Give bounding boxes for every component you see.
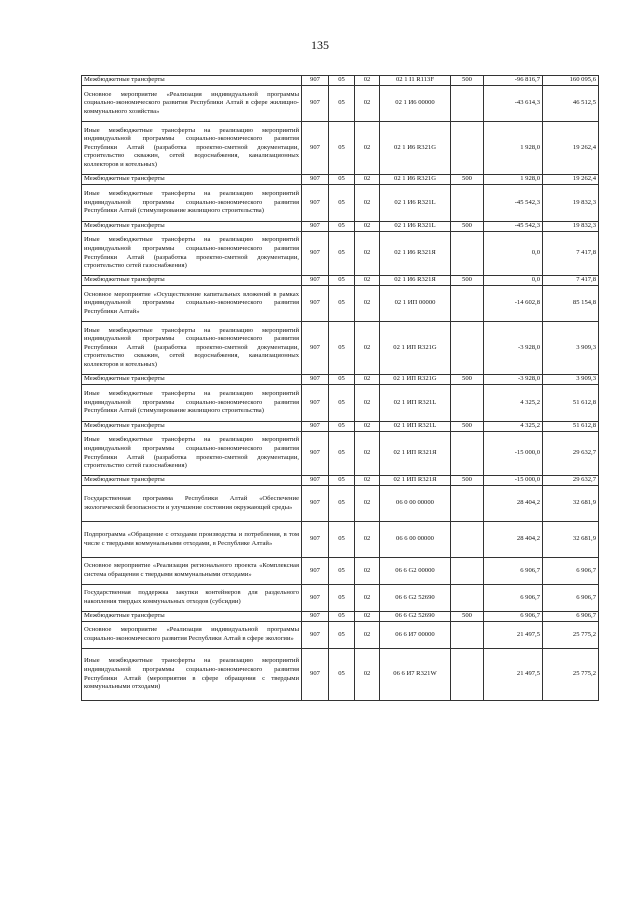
row-name: Межбюджетные трансферты xyxy=(82,476,302,486)
table-row xyxy=(82,86,599,122)
ministry-code: 907 xyxy=(302,622,329,649)
subsection-code: 02 xyxy=(355,276,380,286)
ministry-code: 907 xyxy=(302,286,329,322)
amount-change: -15 000,0 xyxy=(484,432,543,476)
ministry-code: 907 xyxy=(302,486,329,522)
ministry-code: 907 xyxy=(302,122,329,175)
table-row xyxy=(82,286,599,322)
expense-type-code xyxy=(451,322,484,375)
section-code: 05 xyxy=(329,432,355,476)
amount-total: 160 095,6 xyxy=(543,76,599,86)
row-name: Государственная программа Республики Алтай «Обеспечение экологической безопасности и улучшение состояния окружающей среды» xyxy=(82,486,302,522)
ministry-code: 907 xyxy=(302,232,329,276)
amount-total: 29 632,7 xyxy=(543,476,599,486)
row-name: Основное мероприятие «Реализация регионального проекта «Комплексная система обращения с твердыми коммунальными отходами» xyxy=(82,558,302,585)
table-row xyxy=(82,522,599,558)
amount-total: 51 612,8 xyxy=(543,422,599,432)
ministry-code: 907 xyxy=(302,558,329,585)
ministry-code: 907 xyxy=(302,432,329,476)
table-row xyxy=(82,375,599,385)
row-name: Межбюджетные трансферты xyxy=(82,276,302,286)
subsection-code: 02 xyxy=(355,122,380,175)
row-name: Основное мероприятие «Реализация индивидуальной программы социально-экономического развития Республики Алтай в сфере экологии» xyxy=(82,622,302,649)
subsection-code: 02 xyxy=(355,486,380,522)
expense-type-code xyxy=(451,558,484,585)
target-article-code: 02 1 ИП R321Я xyxy=(380,476,451,486)
expense-type-code xyxy=(451,432,484,476)
table-row xyxy=(82,432,599,476)
subsection-code: 02 xyxy=(355,175,380,185)
section-code: 05 xyxy=(329,276,355,286)
table-row xyxy=(82,232,599,276)
section-code: 05 xyxy=(329,649,355,701)
amount-change: 4 325,2 xyxy=(484,385,543,422)
section-code: 05 xyxy=(329,486,355,522)
budget-table xyxy=(81,75,599,701)
subsection-code: 02 xyxy=(355,185,380,222)
target-article-code: 02 1 И6 R321G xyxy=(380,122,451,175)
subsection-code: 02 xyxy=(355,558,380,585)
amount-change: -45 542,3 xyxy=(484,222,543,232)
row-name: Иные межбюджетные трансферты на реализацию мероприятий индивидуальной программы социально-экономического развития Республики Алтай (разработка проектно-сметной документации, строительство скважин, сетей водоснабжения, канализационных коллекторов и котельных) xyxy=(82,322,302,375)
table-row xyxy=(82,422,599,432)
amount-total: 25 775,2 xyxy=(543,622,599,649)
expense-type-code: 500 xyxy=(451,222,484,232)
amount-change: 6 906,7 xyxy=(484,558,543,585)
section-code: 05 xyxy=(329,522,355,558)
amount-total: 51 612,8 xyxy=(543,385,599,422)
subsection-code: 02 xyxy=(355,649,380,701)
expense-type-code: 500 xyxy=(451,422,484,432)
subsection-code: 02 xyxy=(355,476,380,486)
page-number: 135 xyxy=(311,38,329,52)
amount-change: -14 602,8 xyxy=(484,286,543,322)
section-code: 05 xyxy=(329,86,355,122)
amount-total: 46 512,5 xyxy=(543,86,599,122)
section-code: 05 xyxy=(329,222,355,232)
ministry-code: 907 xyxy=(302,612,329,622)
amount-total: 6 906,7 xyxy=(543,558,599,585)
target-article-code: 02 1 ИП R321L xyxy=(380,385,451,422)
expense-type-code xyxy=(451,486,484,522)
subsection-code: 02 xyxy=(355,522,380,558)
subsection-code: 02 xyxy=(355,286,380,322)
expense-type-code xyxy=(451,585,484,612)
subsection-code: 02 xyxy=(355,612,380,622)
section-code: 05 xyxy=(329,612,355,622)
table-row xyxy=(82,622,599,649)
ministry-code: 907 xyxy=(302,175,329,185)
expense-type-code xyxy=(451,232,484,276)
expense-type-code: 500 xyxy=(451,76,484,86)
amount-total: 19 832,3 xyxy=(543,222,599,232)
amount-change: 4 325,2 xyxy=(484,422,543,432)
table-row xyxy=(82,276,599,286)
target-article-code: 02 1 И6 R321G xyxy=(380,175,451,185)
amount-total: 85 154,8 xyxy=(543,286,599,322)
subsection-code: 02 xyxy=(355,322,380,375)
section-code: 05 xyxy=(329,622,355,649)
section-code: 05 xyxy=(329,375,355,385)
amount-change: 28 404,2 xyxy=(484,486,543,522)
expense-type-code xyxy=(451,649,484,701)
subsection-code: 02 xyxy=(355,222,380,232)
subsection-code: 02 xyxy=(355,86,380,122)
expense-type-code: 500 xyxy=(451,276,484,286)
target-article-code: 06 6 G2 52690 xyxy=(380,612,451,622)
amount-total: 25 775,2 xyxy=(543,649,599,701)
section-code: 05 xyxy=(329,585,355,612)
table-row xyxy=(82,476,599,486)
target-article-code: 02 1 I1 R113F xyxy=(380,76,451,86)
amount-change: 0,0 xyxy=(484,232,543,276)
ministry-code: 907 xyxy=(302,276,329,286)
amount-total: 19 832,3 xyxy=(543,185,599,222)
ministry-code: 907 xyxy=(302,476,329,486)
section-code: 05 xyxy=(329,322,355,375)
target-article-code: 02 1 ИП R321G xyxy=(380,375,451,385)
ministry-code: 907 xyxy=(302,585,329,612)
amount-total: 32 681,9 xyxy=(543,522,599,558)
row-name: Государственная поддержка закупки контейнеров для раздельного накопления твердых коммунальных отходов (субсидии) xyxy=(82,585,302,612)
section-code: 05 xyxy=(329,385,355,422)
amount-change: -45 542,3 xyxy=(484,185,543,222)
ministry-code: 907 xyxy=(302,322,329,375)
amount-change: -3 928,0 xyxy=(484,322,543,375)
target-article-code: 02 1 И6 00000 xyxy=(380,86,451,122)
amount-change: -15 000,0 xyxy=(484,476,543,486)
expense-type-code: 500 xyxy=(451,175,484,185)
ministry-code: 907 xyxy=(302,185,329,222)
subsection-code: 02 xyxy=(355,76,380,86)
table-row xyxy=(82,175,599,185)
target-article-code: 02 1 И6 R321Я xyxy=(380,276,451,286)
expense-type-code: 500 xyxy=(451,612,484,622)
amount-change: 1 928,0 xyxy=(484,175,543,185)
table-row xyxy=(82,122,599,175)
expense-type-code: 500 xyxy=(451,375,484,385)
amount-total: 3 909,3 xyxy=(543,322,599,375)
amount-total: 3 909,3 xyxy=(543,375,599,385)
row-name: Межбюджетные трансферты xyxy=(82,222,302,232)
table-row xyxy=(82,649,599,701)
target-article-code: 06 6 G2 00000 xyxy=(380,558,451,585)
row-name: Межбюджетные трансферты xyxy=(82,375,302,385)
row-name: Межбюджетные трансферты xyxy=(82,422,302,432)
row-name: Иные межбюджетные трансферты на реализацию мероприятий индивидуальной программы социально-экономического развития Республики Алтай (разработка проектно-сметной документации, строительство сетей газоснабжения) xyxy=(82,432,302,476)
amount-change: 0,0 xyxy=(484,276,543,286)
expense-type-code xyxy=(451,385,484,422)
subsection-code: 02 xyxy=(355,385,380,422)
amount-total: 7 417,8 xyxy=(543,276,599,286)
amount-change: 6 906,7 xyxy=(484,612,543,622)
row-name: Иные межбюджетные трансферты на реализацию мероприятий индивидуальной программы социально-экономического развития Республики Алтай (мероприятия в сфере обращения с твердыми коммунальными отходами) xyxy=(82,649,302,701)
subsection-code: 02 xyxy=(355,585,380,612)
row-name: Межбюджетные трансферты xyxy=(82,175,302,185)
subsection-code: 02 xyxy=(355,232,380,276)
section-code: 05 xyxy=(329,558,355,585)
amount-total: 6 906,7 xyxy=(543,612,599,622)
target-article-code: 02 1 ИП R321G xyxy=(380,322,451,375)
row-name: Межбюджетные трансферты xyxy=(82,612,302,622)
expense-type-code xyxy=(451,622,484,649)
amount-total: 19 262,4 xyxy=(543,175,599,185)
table-row xyxy=(82,558,599,585)
target-article-code: 02 1 И6 R321L xyxy=(380,222,451,232)
table-row xyxy=(82,585,599,612)
row-name: Иные межбюджетные трансферты на реализацию мероприятий индивидуальной программы социально-экономического развития Республики Алтай (стимулирование жилищного строительства) xyxy=(82,185,302,222)
row-name: Иные межбюджетные трансферты на реализацию мероприятий индивидуальной программы социально-экономического развития Республики Алтай (разработка проектно-сметной документации, строительство скважин, сетей водоснабжения, канализационных коллекторов и котельных) xyxy=(82,122,302,175)
ministry-code: 907 xyxy=(302,375,329,385)
amount-total: 6 906,7 xyxy=(543,585,599,612)
expense-type-code xyxy=(451,185,484,222)
ministry-code: 907 xyxy=(302,522,329,558)
row-name: Иные межбюджетные трансферты на реализацию мероприятий индивидуальной программы социально-экономического развития Республики Алтай (разработка проектно-сметной документации, строительство сетей газоснабжения) xyxy=(82,232,302,276)
amount-total: 7 417,8 xyxy=(543,232,599,276)
table-row xyxy=(82,222,599,232)
table-body xyxy=(82,76,599,701)
amount-total: 19 262,4 xyxy=(543,122,599,175)
target-article-code: 02 1 И6 R321Я xyxy=(380,232,451,276)
target-article-code: 06 6 G2 52690 xyxy=(380,585,451,612)
ministry-code: 907 xyxy=(302,422,329,432)
ministry-code: 907 xyxy=(302,86,329,122)
table-row xyxy=(82,385,599,422)
row-name: Подпрограмма «Обращение с отходами производства и потребления, в том числе с твердыми коммунальными отходами, в Республике Алтай» xyxy=(82,522,302,558)
section-code: 05 xyxy=(329,122,355,175)
amount-change: 1 928,0 xyxy=(484,122,543,175)
expense-type-code: 500 xyxy=(451,476,484,486)
subsection-code: 02 xyxy=(355,422,380,432)
target-article-code: 06 6 И7 R321W xyxy=(380,649,451,701)
target-article-code: 06 6 И7 00000 xyxy=(380,622,451,649)
expense-type-code xyxy=(451,86,484,122)
section-code: 05 xyxy=(329,422,355,432)
target-article-code: 06 6 00 00000 xyxy=(380,522,451,558)
amount-change: -96 816,7 xyxy=(484,76,543,86)
row-name: Основное мероприятие «Реализация индивидуальной программы социально-экономического развития Республики Алтай в сфере жилищно-коммунального хозяйства» xyxy=(82,86,302,122)
target-article-code: 02 1 ИП R321Я xyxy=(380,432,451,476)
table-row xyxy=(82,322,599,375)
amount-change: -43 614,3 xyxy=(484,86,543,122)
expense-type-code xyxy=(451,122,484,175)
amount-total: 29 632,7 xyxy=(543,432,599,476)
table-row xyxy=(82,76,599,86)
target-article-code: 02 1 И6 R321L xyxy=(380,185,451,222)
amount-change: 21 497,5 xyxy=(484,622,543,649)
amount-change: 6 906,7 xyxy=(484,585,543,612)
section-code: 05 xyxy=(329,175,355,185)
section-code: 05 xyxy=(329,232,355,276)
target-article-code: 02 1 ИП 00000 xyxy=(380,286,451,322)
row-name: Иные межбюджетные трансферты на реализацию мероприятий индивидуальной программы социально-экономического развития Республики Алтай (стимулирование жилищного строительства) xyxy=(82,385,302,422)
ministry-code: 907 xyxy=(302,385,329,422)
row-name: Основное мероприятие «Осуществление капитальных вложений в рамках индивидуальной программы социально-экономического развития Республики Алтай» xyxy=(82,286,302,322)
section-code: 05 xyxy=(329,476,355,486)
ministry-code: 907 xyxy=(302,76,329,86)
subsection-code: 02 xyxy=(355,375,380,385)
expense-type-code xyxy=(451,286,484,322)
section-code: 05 xyxy=(329,185,355,222)
expense-type-code xyxy=(451,522,484,558)
ministry-code: 907 xyxy=(302,649,329,701)
amount-total: 32 681,9 xyxy=(543,486,599,522)
target-article-code: 02 1 ИП R321L xyxy=(380,422,451,432)
ministry-code: 907 xyxy=(302,222,329,232)
table-row xyxy=(82,612,599,622)
amount-change: 28 404,2 xyxy=(484,522,543,558)
subsection-code: 02 xyxy=(355,432,380,476)
amount-change: 21 497,5 xyxy=(484,649,543,701)
section-code: 05 xyxy=(329,76,355,86)
target-article-code: 06 0 00 00000 xyxy=(380,486,451,522)
row-name: Межбюджетные трансферты xyxy=(82,76,302,86)
amount-change: -3 928,0 xyxy=(484,375,543,385)
subsection-code: 02 xyxy=(355,622,380,649)
table-row xyxy=(82,185,599,222)
section-code: 05 xyxy=(329,286,355,322)
table-row xyxy=(82,486,599,522)
